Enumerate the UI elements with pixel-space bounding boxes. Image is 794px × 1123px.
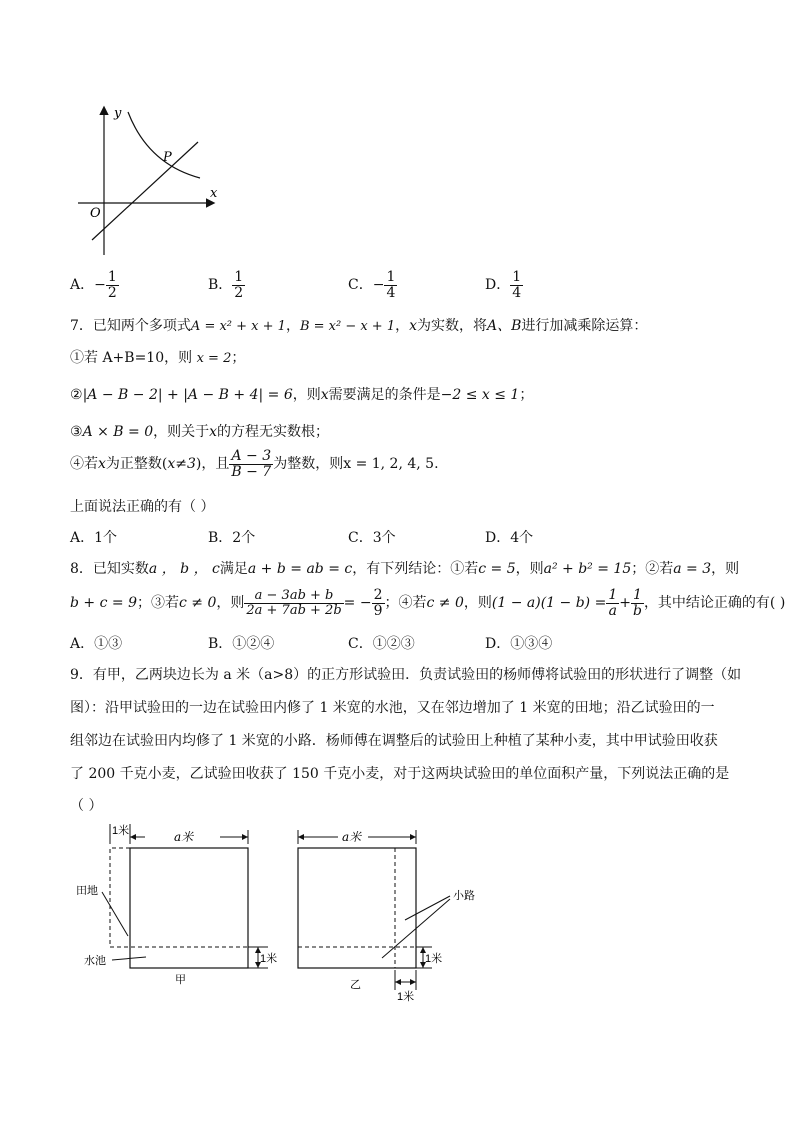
q8-line-1: 8．已知实数a ， b ， c满足a + b = ab = c，有下列结论：①若c = 5，则a² + b² = 15；②若a = 3，则 [70,561,740,577]
q7-option-a: A．1个 [70,530,118,546]
q6-option-c: C．− $\frac{1}{4}$ [348,269,396,301]
q7-statement-4: ④若x为正整数(x≠3)，且 $\frac{A - 3}{B - 7}$ 为整数，则x = 1, 2, 4, 5. [70,448,439,480]
q9-line-5: （ ） [70,798,103,814]
yi-road-label: 小路 [453,890,475,902]
q9-line-3: 组邻边在试验田内均修了 1 米宽的小路．杨师傅在调整后的试验田上种植了某种小麦，其中甲试验田收获 [70,733,718,749]
q8-line-2: b + c = 9；③若c ≠ 0，则 $\frac{a - 3ab + b}{2a + 7ab + 2b}$ = − $\frac{2}{9}$ ；④若c ≠ 0，则(1 − a)(1 − b) = $\frac{1}{a}$ + $\frac{1}{b}$ ，其中结论正确的有( ) [70,587,786,619]
jia-field-label: 田地 [76,885,98,897]
yi-one-m-side: 1米 [425,953,443,965]
yi-caption: 乙 [350,979,361,991]
q7-question: 上面说法正确的有（ ） [70,499,215,515]
graph-origin-label: O [90,206,101,221]
q8-option-c: C．①②③ [348,636,415,652]
q8-option-d: D．①③④ [485,636,553,652]
jia-one-m-top: 1米 [112,825,130,837]
figure-yi [290,820,490,1010]
q7-statement-3: ③A × B = 0，则关于x的方程无实数根； [70,424,330,440]
q7-stem: 7．已知两个多项式A = x² + x + 1，B = x² − x + 1，x为实数，将A、B进行加减乘除运算： [70,318,648,334]
function-graph [70,100,230,260]
yi-one-m-bottom: 1米 [397,991,415,1003]
jia-dashed-outline [110,848,248,947]
q9-line-4: 了 200 千克小麦，乙试验田收获了 150 千克小麦，对于这两块试验田的单位面积产量，下列说法正确的是 [70,766,730,782]
q8-option-a: A．①③ [70,636,123,652]
jia-a-m: a米 [174,830,194,844]
q7-statement-2: ②|A − B − 2| + |A − B + 4| = 6，则x需要满足的条件是−2 ≤ x ≤ 1； [70,387,534,403]
jia-pool-label: 水池 [84,955,106,967]
q6-option-b: B． $\frac{1}{2}$ [208,269,244,301]
graph-point-label: P [163,150,172,165]
jia-caption: 甲 [175,974,186,986]
q8-option-b: B．①②④ [208,636,275,652]
graph-x-label: x [210,186,218,201]
straight-line [92,142,198,240]
q7-option-c: C．3个 [348,530,396,546]
jia-square [130,848,248,968]
q9-line-2: 图）：沿甲试验田的一边在试验田内修了 1 米宽的水池，又在邻边增加了 1 米宽的田地；沿乙试验田的一 [70,700,715,716]
yi-square [298,848,416,968]
hyperbola-curve [128,112,200,178]
jia-one-m-side: 1米 [260,953,278,965]
q7-option-b: B．2个 [208,530,256,546]
q7-statement-1: ①若 A+B=10，则 x = 2； [70,350,246,366]
q6-option-d: D． $\frac{1}{4}$ [485,269,522,301]
q6-option-a: A．− $\frac{1}{2}$ [70,269,117,301]
q9-line-1: 9．有甲，乙两块边长为 a 米（a>8）的正方形试验田．负责试验田的杨师傅将试验田的形状进行了调整（如 [70,667,742,683]
graph-y-label: y [114,106,122,121]
yi-a-m: a米 [342,830,362,844]
figure-jia [70,820,285,995]
q7-option-d: D．4个 [485,530,534,546]
